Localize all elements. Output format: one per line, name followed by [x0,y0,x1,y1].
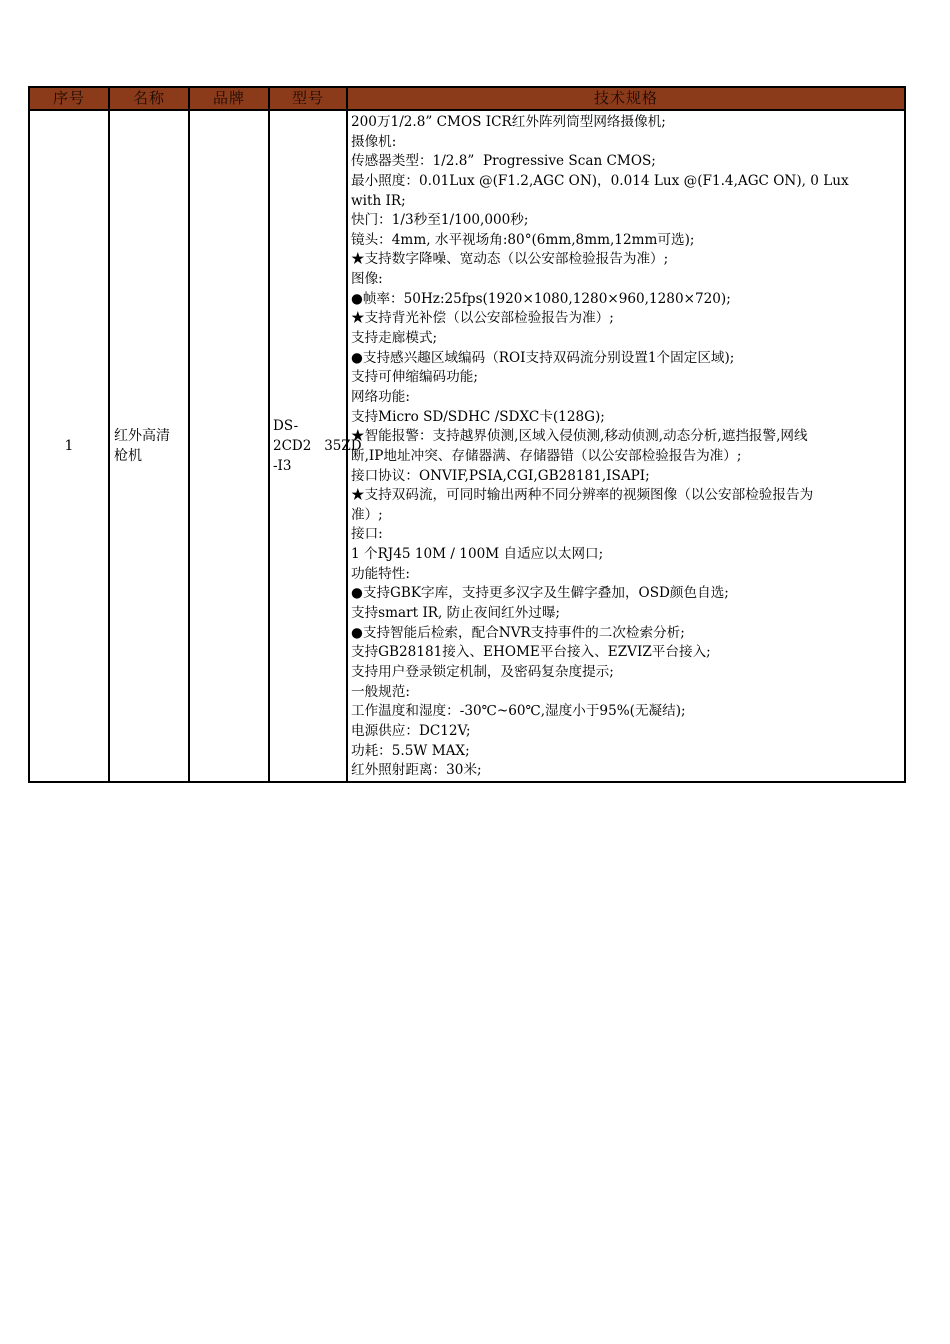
spec-line: ●帧率：50Hz:25fps(1920×1080,1280×960,1280×720); [351,290,731,307]
spec-line: ★支持背光补偿（以公安部检验报告为准）; [351,310,614,327]
header-model: 型号 [269,87,347,110]
spec-line: ★支持双码流，可同时输出两种不同分辨率的视频图像（以公安部检验报告为 [351,487,814,504]
spec-line: 支持Micro SD/SDHC /SDXC卡(128G); [351,408,605,425]
spec-line: ★支持数字降噪、宽动态（以公安部检验报告为准）; [351,251,669,268]
header-row [29,87,905,110]
cell-brand [189,110,269,782]
spec-lines [348,113,904,781]
spec-line: ●支持GBK字库，支持更多汉字及生僻字叠加，OSD颜色自选; [351,585,729,602]
spec-line: 准）; [351,506,383,523]
spec-line: 网络功能: [351,388,410,405]
spec-line: 最小照度：0.01Lux @(F1.2,AGC ON)，0.014 Lux @(F1.4,AGC ON), 0 Lux [351,172,849,189]
spec-line: 传感器类型：1/2.8” Progressive Scan CMOS; [351,153,656,170]
spec-line: 快门：1/3秒至1/100,000秒; [351,212,529,229]
spec-line: 200万1/2.8” CMOS ICR红外阵列筒型网络摄像机; [351,114,666,130]
cell-no: 1 [29,110,109,782]
table-row [29,110,905,782]
product-name: 红外高清枪机 [114,427,170,464]
model-number: DS- 2CD2 35ZD -I3 [273,417,362,474]
spec-line: ★智能报警：支持越界侦测,区域入侵侦测,移动侦测,动态分析,遮挡报警,网线 [351,428,808,445]
spec-line: 接口协议：ONVIF,PSIA,CGI,GB28181,ISAPI; [351,467,650,484]
header-name: 名称 [109,87,189,110]
spec-table [28,86,906,783]
spec-line: 工作温度和湿度：-30℃~60℃,湿度小于95%(无凝结); [351,703,686,720]
table-header [29,87,905,110]
spec-line: 一般规范: [351,683,410,700]
spec-line: 1 个RJ45 10M / 100M 自适应以太网口; [351,546,604,563]
spec-line: 功能特性: [351,565,410,582]
spec-line: 摄像机: [351,133,397,150]
spec-line: ●支持智能后检索，配合NVR支持事件的二次检索分析; [351,624,685,641]
spec-line: 断,IP地址冲突、存储器满、存储器错（以公安部检验报告为准）; [351,447,742,464]
spec-line: 功耗：5.5W MAX; [351,742,470,759]
spec-line: 电源供应：DC12V; [351,722,471,739]
header-no: 序号 [29,87,109,110]
spec-line: 红外照射距离：30米; [351,762,482,779]
spec-line: with IR; [351,192,406,209]
spec-line: 支持smart IR, 防止夜间红外过曝; [351,605,561,622]
spec-line: 支持可伸缩编码功能; [351,369,478,386]
spec-line: 支持用户登录锁定机制，及密码复杂度提示; [351,663,614,680]
spec-line: 支持走廊模式; [351,330,438,347]
spec-line: 支持GB28181接入、EHOME平台接入、EZVIZ平台接入; [351,644,711,661]
spec-sheet [28,86,904,783]
cell-spec [347,110,905,782]
spec-line: 接口: [351,526,383,543]
spec-line: 镜头：4mm, 水平视场角:80°(6mm,8mm,12mm可选); [351,231,695,248]
spec-line: ●支持感兴趣区域编码（ROI支持双码流分别设置1个固定区域); [351,349,735,366]
cell-name [109,110,189,782]
spec-line: 图像: [351,271,383,288]
cell-model [269,110,362,782]
header-spec: 技术规格 [347,87,905,110]
header-brand: 品牌 [189,87,269,110]
